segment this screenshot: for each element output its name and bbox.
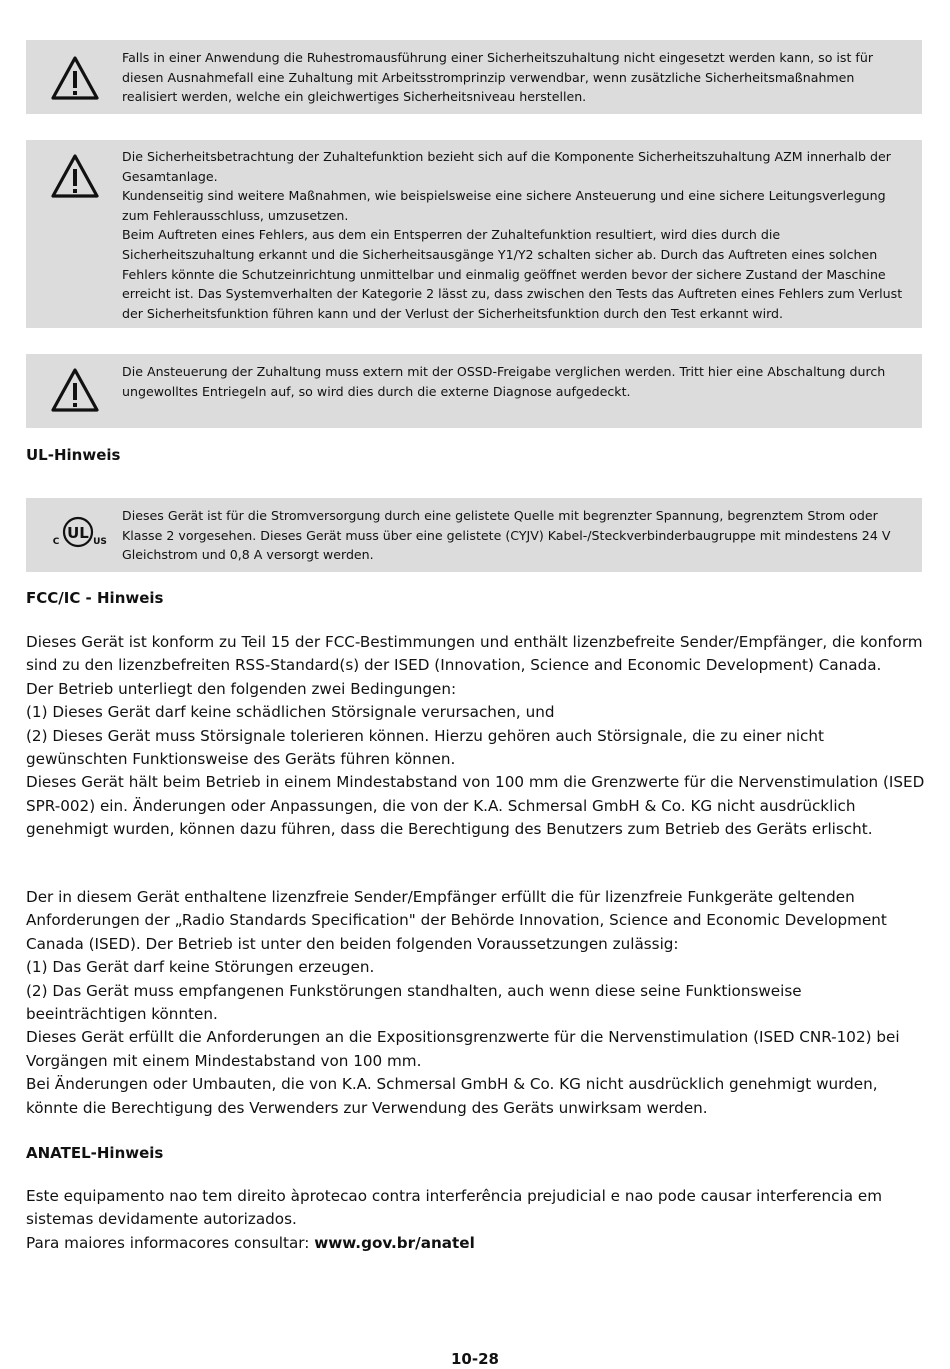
warning-text-3 [122, 362, 906, 401]
anatel-paragraph [26, 1185, 926, 1255]
warning-text-2 [122, 147, 906, 323]
ul-logo-mark: UL [67, 524, 89, 542]
warning-2-line-2: Kundenseitig sind weitere Maßnahmen, wie beispielsweise eine sichere Ansteuerung und eine sichere Leitungsverlegung zum Fehlerausschluss, umzusetzen. [122, 188, 886, 223]
warning-text-1 [122, 48, 906, 107]
fcc-p2-line-2: (1) Das Gerät darf keine Störungen erzeugen. [26, 958, 375, 977]
page-number: 10-28 [451, 1350, 499, 1368]
fcc-p2-line-3: (2) Das Gerät muss empfangenen Funkstörungen standhalten, auch wenn diese seine Funktionsweise beeinträchtigen könnten. [26, 981, 802, 1024]
fcc-p1-line-1: Dieses Gerät ist konform zu Teil 15 der FCC-Bestimmungen und enthält lizenzbefreite Sender/Empfänger, die konform sind zu den lizenzbefreiten RSS-Standard(s) der ISED (Innovation, Science and Economic Development) Canada. [26, 633, 923, 675]
anatel-line-2 [26, 1232, 926, 1255]
ul-certification-logo-icon [52, 512, 110, 560]
ul-logo-us: US [93, 537, 107, 547]
warning-triangle-icon [50, 54, 100, 104]
fcc-p1-line-5: Dieses Gerät hält beim Betrieb in einem Mindestabstand von 100 mm die Grenzwerte für die Nervenstimulation (ISED SPR-002) ein. Änderungen oder Anpassungen, die von der K.A. Schmersal GmbH & Co. KG nicht ausdrücklich genehmigt wurden, können dazu führen, dass die Berechtigung des Benutzers zum Betrieb des Geräts erlischt. [26, 773, 925, 839]
fcc-p1-line-3: (1) Dieses Gerät darf keine schädlichen Störsignale verursachen, und [26, 703, 555, 722]
warning-triangle-icon [50, 366, 100, 416]
fcc-p1-line-2: Der Betrieb unterliegt den folgenden zwei Bedingungen: [26, 679, 457, 698]
warning-2-line-3: Beim Auftreten eines Fehlers, aus dem ein Entsperren der Zuhaltefunktion resultiert, wird dies durch die Sicherheitszuhaltung erkannt und die Sicherheitsausgänge Y1/Y2 schalten sicher ab. Durch das Auftreten eines solchen Fehlers könnte die Schutzeinrichtung unmittelbar und einmalig geöffnet werden bevor der sichere Zustand der Maschine erreicht ist. Das Systemverhalten der Kategorie 2 lässt zu, dass zwischen den Tests das Auftreten eines Fehlers zum Verlust der Sicherheitsfunktion führen kann und der Verlust der Sicherheitsfunktion durch den Test erkannt wird. [122, 227, 903, 321]
ul-heading: UL-Hinweis [26, 446, 121, 464]
ul-box [26, 498, 922, 572]
fcc-p1-line-4: (2) Dieses Gerät muss Störsignale tolerieren können. Hierzu gehören auch Störsignale, die zu einer nicht gewünschten Funktionsweise des Geräts führen können. [26, 726, 824, 769]
warning-2-line-1: Die Sicherheitsbetrachtung der Zuhaltefunktion bezieht sich auf die Komponente Sicherheitszuhaltung AZM innerhalb der Gesamtanlage. [122, 149, 891, 184]
anatel-line-1: Este equipamento nao tem direito àprotecao contra interferência prejudicial e nao pode causar interferencia em sistemas devidamente autorizados. [26, 1187, 882, 1229]
ul-text-line: Dieses Gerät ist für die Stromversorgung durch eine gelistete Quelle mit begrenzter Spannung, begrenztem Strom oder Klasse 2 vorgesehen. Dieses Gerät muss über eine gelistete (CYJV) Kabel-/Steckverbinderbaugruppe mit mindestens 24 V Gleichstrom und 0,8 A versorgt werden. [122, 508, 891, 563]
warning-3-line: Die Ansteuerung der Zuhaltung muss extern mit der OSSD-Freigabe verglichen werden. Tritt hier eine Abschaltung durch ungewolltes Entriegeln auf, so wird dies durch die externe Diagnose aufgedeckt. [122, 364, 886, 399]
fcc-p2-line-1: Der in diesem Gerät enthaltene lizenzfreie Sender/Empfänger erfüllt die für lizenzfreie Funkgeräte geltenden Anforderungen der „Radio Standards Specification" der Behörde Innovation, Science and Economic Development Canada (ISED). Der Betrieb ist unter den beiden folgenden Voraussetzungen zulässig: [26, 888, 887, 953]
fcc-p2-line-5: Bei Änderungen oder Umbauten, die von K.A. Schmersal GmbH & Co. KG nicht ausdrücklich genehmigt wurden, könnte die Berechtigung des Verwenders zur Verwendung des Geräts unwirksam werden. [26, 1075, 878, 1117]
fcc-paragraph-1 [26, 631, 926, 842]
warning-box-2 [26, 140, 922, 328]
anatel-consult-label: Para maiores informacores consultar: [26, 1233, 315, 1252]
warning-1-line: Falls in einer Anwendung die Ruhestromausführung einer Sicherheitszuhaltung nicht eingesetzt werden kann, so ist für diesen Ausnahmefall eine Zuhaltung mit Arbeitsstromprinzip verwendbar, wenn zusätzliche Sicherheitsmaßnahmen realisiert werden, welche ein gleichwertiges Sicherheitsniveau herstellen. [122, 50, 874, 105]
warning-box-3 [26, 354, 922, 428]
anatel-link[interactable]: www.gov.br/anatel [314, 1233, 475, 1252]
ul-logo-c: C [52, 537, 60, 547]
fcc-heading: FCC/IC - Hinweis [26, 589, 164, 607]
warning-triangle-icon [50, 152, 100, 202]
warning-box-1 [26, 40, 922, 114]
fcc-p2-line-4: Dieses Gerät erfüllt die Anforderungen an die Expositionsgrenzwerte für die Nervenstimulation (ISED CNR-102) bei Vorgängen mit einem Mindestabstand von 100 mm. [26, 1028, 900, 1070]
anatel-heading: ANATEL-Hinweis [26, 1144, 164, 1162]
fcc-paragraph-2 [26, 886, 926, 1120]
ul-text [122, 506, 906, 565]
